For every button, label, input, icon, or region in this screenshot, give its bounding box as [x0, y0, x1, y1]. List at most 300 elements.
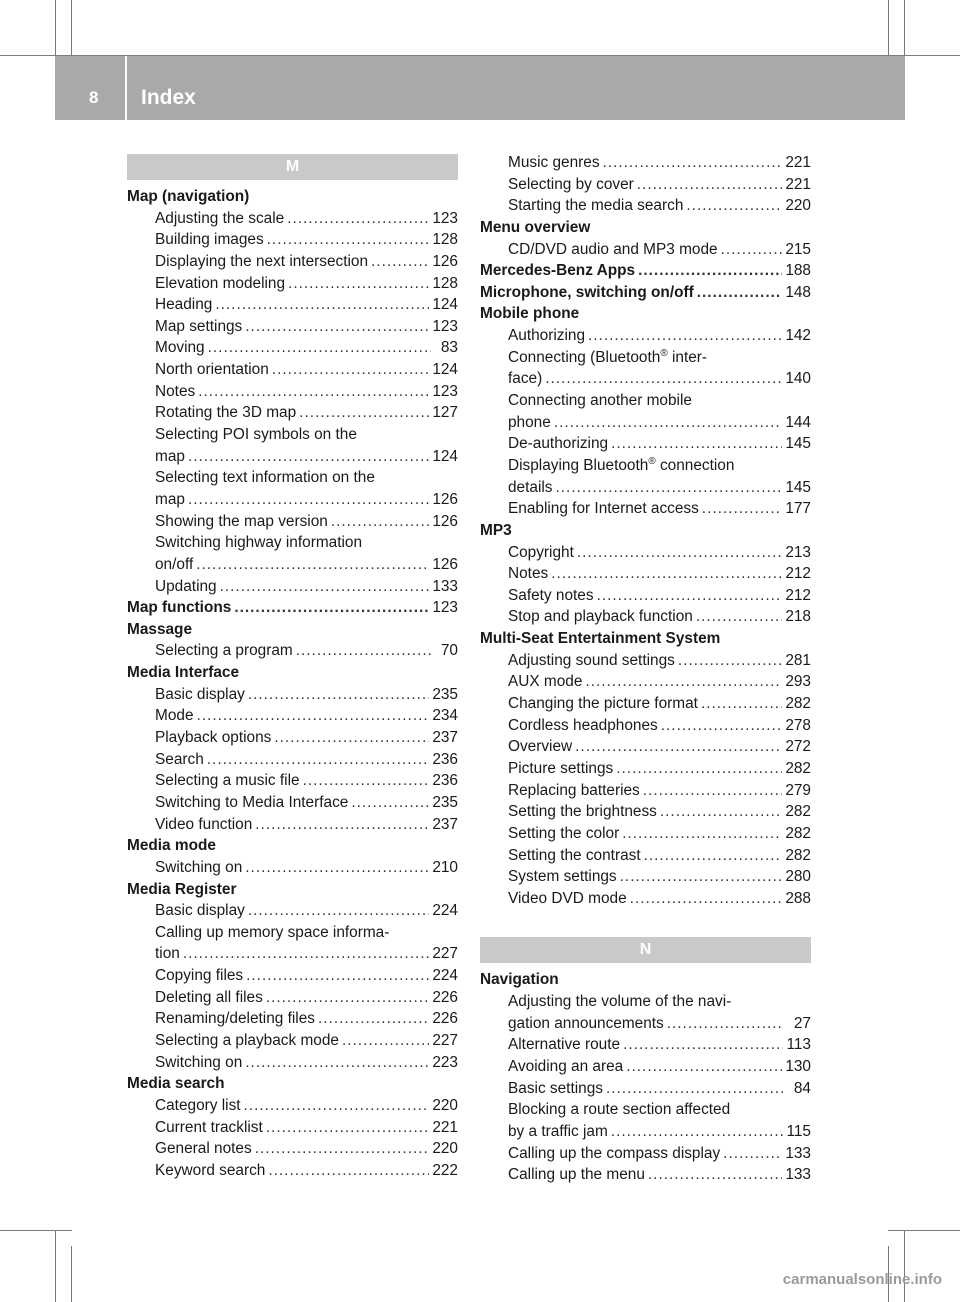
page-ref[interactable]: 128: [432, 231, 458, 249]
index-column-right: [480, 154, 811, 1188]
index-subentry[interactable]: [127, 296, 458, 318]
index-subentry[interactable]: [480, 565, 811, 587]
index-subentry[interactable]: [127, 361, 458, 383]
entry-label: Selecting a music file: [155, 772, 300, 790]
index-subentry[interactable]: [127, 339, 458, 361]
index-subentry[interactable]: [480, 544, 811, 566]
index-entry[interactable]: [480, 262, 811, 284]
page-ref[interactable]: 27: [793, 1014, 811, 1032]
index-subentry[interactable]: [127, 1097, 458, 1119]
index-subentry[interactable]: [480, 479, 811, 501]
entry-text: [508, 695, 698, 713]
entry-label: System settings: [508, 868, 617, 886]
dot-leader: [331, 513, 429, 531]
index-subentry[interactable]: [480, 197, 811, 219]
index-subentry[interactable]: [127, 513, 458, 535]
page-ref[interactable]: 221: [785, 154, 811, 171]
index-entry: [127, 188, 458, 210]
page-ref[interactable]: 133: [432, 577, 458, 595]
entry-text: [508, 993, 731, 1011]
entry-text: [508, 587, 594, 605]
page-ref[interactable]: 220: [432, 1140, 458, 1158]
crop-mark: [888, 0, 889, 56]
dot-leader: [696, 608, 782, 626]
index-subentry[interactable]: [127, 642, 458, 664]
entry-text: [155, 469, 375, 487]
page-ref[interactable]: 115: [786, 1122, 811, 1140]
entry-label: Avoiding an area: [508, 1057, 624, 1075]
index-subentry[interactable]: [480, 1036, 811, 1058]
entry-text: [155, 729, 271, 747]
crop-mark: [71, 1246, 72, 1302]
entry-text: [508, 392, 692, 410]
dot-leader: [702, 500, 783, 518]
index-subentry[interactable]: [480, 825, 811, 847]
page-ref[interactable]: 224: [432, 967, 458, 985]
entry-text: [155, 361, 269, 379]
index-subentry: [480, 993, 811, 1015]
page-ref[interactable]: 142: [785, 327, 811, 345]
index-subentry[interactable]: [127, 1054, 458, 1076]
page-ref[interactable]: 145: [785, 478, 811, 496]
page-ref[interactable]: 220: [785, 197, 811, 215]
entry-text: [127, 1075, 225, 1093]
index-subentry: [127, 534, 458, 556]
page-ref[interactable]: 223: [432, 1053, 458, 1071]
entry-text: [480, 305, 579, 323]
index-subentry[interactable]: [480, 327, 811, 349]
entry-text: [508, 1080, 603, 1098]
entry-label: Media mode: [127, 837, 216, 855]
entry-text: [508, 1166, 645, 1184]
entry-label: MP3: [480, 521, 512, 539]
entry-text: [127, 621, 192, 639]
index-subentry: [127, 426, 458, 448]
entry-label: Starting the media search: [508, 197, 684, 215]
entry-text: [508, 760, 613, 778]
entry-label: Switching highway information: [155, 534, 363, 552]
entry-label: Video DVD mode: [508, 889, 627, 907]
page-ref[interactable]: 220: [432, 1096, 458, 1114]
crop-mark: [0, 1230, 72, 1231]
index-subentry[interactable]: [127, 945, 458, 967]
page-title: Index: [141, 86, 196, 109]
page-ref[interactable]: 127: [432, 404, 458, 422]
index-subentry[interactable]: [127, 231, 458, 253]
page-ref[interactable]: 188: [785, 262, 811, 280]
dot-leader: [296, 642, 431, 660]
page-ref[interactable]: 126: [432, 490, 458, 508]
index-subentry[interactable]: [480, 782, 811, 804]
entry-text: [155, 1162, 265, 1180]
page-ref[interactable]: 144: [785, 413, 811, 431]
index-subentry[interactable]: [480, 803, 811, 825]
index-subentry: [480, 457, 811, 479]
page-ref[interactable]: 227: [432, 945, 458, 963]
entry-label: Connecting another mobile: [508, 392, 692, 410]
entry-text: [508, 500, 699, 518]
index-entry: [480, 305, 811, 327]
entry-text: [155, 1054, 242, 1072]
page-ref[interactable]: 278: [785, 716, 811, 734]
entry-label: Adjusting sound settings: [508, 651, 675, 669]
index-entry: [127, 837, 458, 859]
entry-text: [127, 664, 239, 682]
entry-text: [127, 188, 249, 206]
dot-leader: [351, 794, 429, 812]
dot-leader: [648, 1166, 782, 1184]
entry-text: [127, 599, 231, 617]
index-subentry[interactable]: [127, 210, 458, 232]
entry-label: Basic display: [155, 685, 245, 703]
dot-leader: [554, 414, 783, 432]
crop-mark: [71, 0, 72, 56]
dot-leader: [196, 556, 429, 574]
page-ref[interactable]: 145: [785, 435, 811, 453]
entry-text: [508, 565, 548, 583]
entry-label: Stop and playback function: [508, 608, 693, 626]
entry-text: [508, 868, 617, 886]
entry-text: [508, 652, 675, 670]
index-subentry[interactable]: [480, 738, 811, 760]
index-subentry[interactable]: [127, 967, 458, 989]
page-ref[interactable]: 123: [432, 382, 458, 400]
dot-leader: [303, 772, 430, 790]
page-ref[interactable]: 237: [432, 815, 458, 833]
page-ref[interactable]: 236: [432, 750, 458, 768]
entry-label: Current tracklist: [155, 1118, 263, 1136]
page-ref[interactable]: 133: [785, 1166, 811, 1184]
index-subentry[interactable]: [480, 695, 811, 717]
page-ref[interactable]: 282: [785, 846, 811, 864]
index-subentry[interactable]: [127, 491, 458, 513]
index-subentry[interactable]: [127, 816, 458, 838]
index-subentry[interactable]: [480, 1145, 811, 1167]
page-ref[interactable]: 281: [785, 651, 811, 669]
dot-leader: [623, 1036, 783, 1054]
entry-text: [155, 556, 193, 574]
entry-label: Keyword search: [155, 1161, 266, 1179]
page-ref[interactable]: 123: [432, 317, 458, 335]
index-subentry[interactable]: [127, 1162, 458, 1184]
dot-leader: [577, 544, 782, 562]
index-subentry[interactable]: [127, 253, 458, 275]
index-subentry: [480, 349, 811, 371]
index-subentry[interactable]: [127, 275, 458, 297]
index-subentry[interactable]: [127, 751, 458, 773]
entry-label: Search: [155, 750, 204, 768]
entry-text: [155, 1032, 339, 1050]
entry-label: Renaming/deleting files: [155, 1010, 315, 1028]
dot-leader: [551, 565, 782, 583]
dot-leader: [208, 339, 431, 357]
index-subentry[interactable]: [480, 868, 811, 890]
entry-text: [508, 803, 657, 821]
page-ref[interactable]: 70: [440, 642, 458, 660]
entry-text: [127, 837, 216, 855]
dot-leader: [626, 1058, 782, 1076]
entry-label: Switching on: [155, 1053, 243, 1071]
index-subentry[interactable]: [480, 435, 811, 457]
dot-leader: [371, 253, 429, 271]
entry-label: Setting the brightness: [508, 803, 657, 821]
index-subentry[interactable]: [127, 1140, 458, 1162]
dot-leader: [198, 383, 429, 401]
index-subentry[interactable]: [127, 556, 458, 578]
entry-label: Picture settings: [508, 759, 614, 777]
entry-text: [508, 1101, 730, 1119]
page-ref[interactable]: 123: [432, 599, 458, 617]
page-ref[interactable]: 236: [432, 772, 458, 790]
index-subentry[interactable]: [127, 1010, 458, 1032]
entry-text: [155, 707, 194, 725]
dot-leader: [622, 825, 782, 843]
registered-mark: ®: [660, 347, 668, 359]
entry-text: [508, 435, 608, 453]
entry-label: Heading: [155, 296, 213, 314]
page-ref[interactable]: 282: [785, 695, 811, 713]
page-ref[interactable]: 221: [785, 175, 811, 193]
entry-label: Authorizing: [508, 327, 585, 345]
page-ref[interactable]: 224: [432, 902, 458, 920]
entry-label: Calling up memory space informa-: [155, 923, 390, 941]
index-subentry[interactable]: [127, 318, 458, 340]
page-ref[interactable]: 213: [785, 543, 811, 561]
page-ref[interactable]: 124: [432, 296, 458, 314]
index-subentry[interactable]: [480, 652, 811, 674]
page-ref[interactable]: 288: [785, 889, 811, 907]
index-subentry[interactable]: [127, 578, 458, 600]
index-subentry[interactable]: [480, 608, 811, 630]
page-ref[interactable]: 279: [785, 781, 811, 799]
index-column-left: [127, 154, 458, 1183]
page-ref[interactable]: 130: [785, 1057, 811, 1075]
entry-text: [508, 782, 640, 800]
dot-leader: [667, 1015, 784, 1033]
entry-label: Switching on: [155, 858, 243, 876]
page-ref[interactable]: 235: [432, 793, 458, 811]
entry-text: [155, 945, 180, 963]
entry-label: Setting the contrast: [508, 846, 641, 864]
entry-text: [508, 370, 542, 388]
index-subentry[interactable]: [480, 1015, 811, 1037]
entry-text: [155, 404, 296, 422]
page-ref[interactable]: 123: [432, 209, 458, 227]
index-subentry[interactable]: [480, 847, 811, 869]
index-subentry[interactable]: [127, 729, 458, 751]
page-ref[interactable]: 210: [432, 858, 458, 876]
page-ref[interactable]: 84: [793, 1079, 811, 1097]
entry-text: [480, 971, 559, 989]
dot-leader: [575, 738, 782, 756]
page-ref[interactable]: 282: [785, 759, 811, 777]
page-ref[interactable]: 124: [432, 361, 458, 379]
index-subentry[interactable]: [127, 1119, 458, 1141]
entry-text: [155, 816, 252, 834]
entry-text: [508, 1145, 720, 1163]
entry-label: Adjusting the scale: [155, 209, 285, 227]
entry-text: [155, 794, 348, 812]
entry-label: Setting the color: [508, 824, 620, 842]
entry-label: Alternative route: [508, 1036, 621, 1054]
dot-leader: [611, 435, 782, 453]
index-subentry[interactable]: [127, 404, 458, 426]
index-entry: [127, 664, 458, 686]
entry-text: [155, 253, 368, 271]
index-subentry[interactable]: [480, 1166, 811, 1188]
page-ref[interactable]: 83: [440, 339, 458, 357]
page-ref[interactable]: 235: [432, 685, 458, 703]
page-ref[interactable]: 280: [785, 868, 811, 886]
entry-label: Notes: [508, 565, 549, 583]
index-subentry[interactable]: [127, 902, 458, 924]
page-ref[interactable]: 124: [432, 447, 458, 465]
dot-leader: [245, 1054, 429, 1072]
page-ref[interactable]: 237: [432, 729, 458, 747]
entry-label: Selecting text information on the: [155, 469, 375, 487]
dot-leader: [248, 902, 429, 920]
index-subentry[interactable]: [480, 414, 811, 436]
entry-label: Multi-Seat Entertainment System: [480, 630, 721, 648]
index-subentry[interactable]: [480, 1058, 811, 1080]
entry-text: [155, 513, 328, 531]
dot-leader: [686, 197, 782, 215]
dot-leader: [244, 1097, 430, 1115]
entry-text: [508, 847, 641, 865]
dot-leader: [318, 1010, 429, 1028]
dot-leader: [266, 989, 430, 1007]
page-ref[interactable]: 133: [785, 1144, 811, 1162]
page-ref[interactable]: 234: [432, 707, 458, 725]
entry-label: Safety notes: [508, 586, 594, 604]
index-subentry[interactable]: [480, 717, 811, 739]
index-subentry[interactable]: [127, 989, 458, 1011]
dot-leader: [342, 1032, 429, 1050]
entry-text: [155, 231, 264, 249]
dot-leader: [606, 1080, 784, 1098]
index-subentry[interactable]: [480, 154, 811, 176]
entry-text: [155, 426, 357, 444]
page-ref[interactable]: 221: [432, 1118, 458, 1136]
page-ref[interactable]: 148: [785, 283, 811, 301]
index-subentry[interactable]: [127, 1032, 458, 1054]
index-subentry[interactable]: [127, 448, 458, 470]
entry-text: [155, 967, 243, 985]
page-ref[interactable]: 293: [785, 673, 811, 691]
entry-text: [155, 1119, 263, 1137]
page-ref[interactable]: 140: [785, 370, 811, 388]
entry-text: [508, 349, 707, 367]
page-ref[interactable]: 215: [785, 240, 811, 258]
index-entry: [480, 522, 811, 544]
entry-text: [508, 608, 693, 626]
page-ref[interactable]: 126: [432, 512, 458, 530]
dot-leader: [545, 370, 782, 388]
index-entry[interactable]: [127, 599, 458, 621]
page-ref[interactable]: 177: [785, 500, 811, 518]
page-ref[interactable]: 272: [785, 738, 811, 756]
index-subentry[interactable]: [480, 587, 811, 609]
entry-text: [480, 262, 635, 280]
entry-label: Copyright: [508, 543, 574, 561]
entry-label: Switching to Media Interface: [155, 793, 349, 811]
page-ref[interactable]: 222: [432, 1161, 458, 1179]
entry-label: map: [155, 447, 185, 465]
entry-label: Map (navigation): [127, 188, 250, 205]
index-entry[interactable]: [480, 284, 811, 306]
index-subentry[interactable]: [480, 370, 811, 392]
entry-text: [508, 738, 572, 756]
index-subentry[interactable]: [480, 176, 811, 198]
entry-label: Moving: [155, 339, 205, 357]
page-ref[interactable]: 282: [785, 803, 811, 821]
entry-text: [155, 339, 205, 357]
dot-leader: [274, 729, 429, 747]
page-ref[interactable]: 126: [432, 252, 458, 270]
page-ref[interactable]: 226: [432, 1010, 458, 1028]
entry-label: Navigation: [480, 971, 559, 989]
dot-leader: [721, 241, 783, 259]
index-subentry: [127, 469, 458, 491]
entry-text: [155, 210, 284, 228]
crop-mark: [55, 1230, 56, 1302]
crop-mark: [888, 1230, 960, 1231]
index-subentry[interactable]: [127, 383, 458, 405]
page-ref[interactable]: 113: [786, 1036, 811, 1054]
entry-label: Map settings: [155, 317, 243, 335]
page-ref[interactable]: 218: [785, 608, 811, 626]
index-subentry[interactable]: [480, 890, 811, 912]
entry-text: [155, 578, 217, 596]
page-ref[interactable]: 126: [432, 555, 458, 573]
index-subentry[interactable]: [127, 707, 458, 729]
dot-leader: [611, 1123, 784, 1141]
dot-leader: [661, 717, 783, 735]
page-ref[interactable]: 212: [785, 586, 811, 604]
page-ref[interactable]: 227: [432, 1031, 458, 1049]
index-subentry[interactable]: [480, 1123, 811, 1145]
page-ref[interactable]: 226: [432, 988, 458, 1006]
dot-leader: [630, 890, 783, 908]
index-subentry[interactable]: [480, 241, 811, 263]
dot-leader: [255, 1140, 430, 1158]
page-ref[interactable]: 128: [432, 274, 458, 292]
index-subentry[interactable]: [480, 673, 811, 695]
entry-label: Building images: [155, 231, 264, 249]
index-subentry[interactable]: [127, 794, 458, 816]
entry-text: [480, 284, 694, 302]
dot-leader: [643, 782, 783, 800]
index-subentry[interactable]: [480, 760, 811, 782]
index-subentry[interactable]: [480, 1080, 811, 1102]
entry-text: [155, 383, 195, 401]
dot-leader: [585, 673, 782, 691]
entry-label: Overview: [508, 738, 573, 756]
page-ref[interactable]: 282: [785, 824, 811, 842]
entry-label: Changing the picture format: [508, 695, 698, 713]
entry-text: [508, 1058, 623, 1076]
index-subentry[interactable]: [127, 686, 458, 708]
index-subentry[interactable]: [127, 772, 458, 794]
entry-text: [155, 859, 242, 877]
entry-label: on/off: [155, 555, 194, 573]
index-subentry[interactable]: [127, 859, 458, 881]
entry-label-cont: connection: [655, 456, 735, 474]
page-ref[interactable]: 212: [785, 565, 811, 583]
entry-text: [508, 327, 585, 345]
dot-leader: [220, 578, 430, 596]
index-subentry[interactable]: [480, 500, 811, 522]
